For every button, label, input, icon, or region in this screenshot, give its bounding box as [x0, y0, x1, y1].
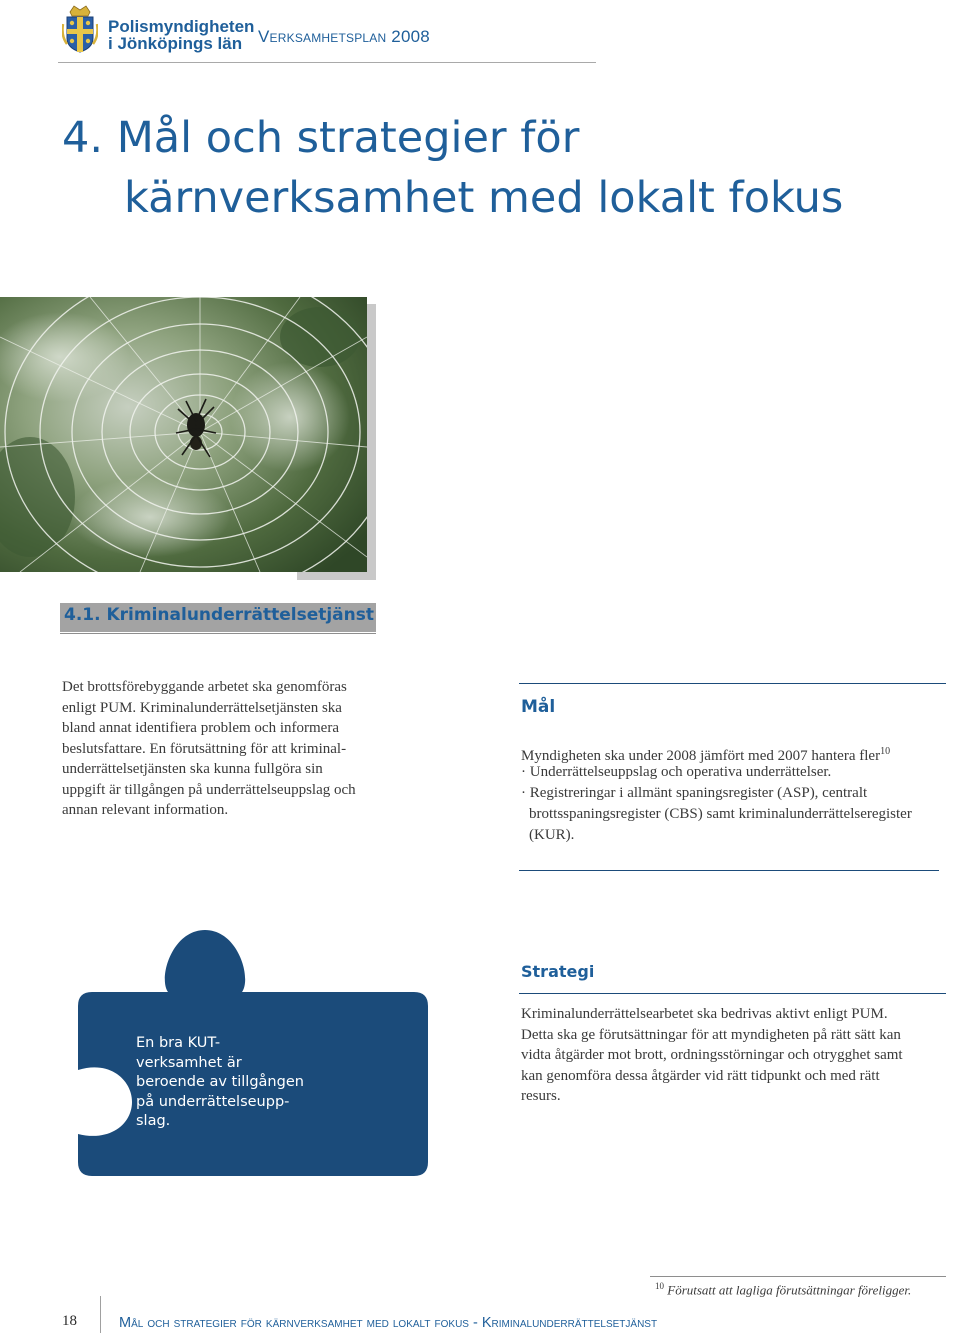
intro-line: Det brottsförebyggande arbetet ska genomföras	[62, 679, 347, 695]
puzzle-text-line: En bra KUT-	[136, 1035, 221, 1051]
intro-paragraph	[62, 677, 382, 821]
footnote-number: 10	[655, 1281, 664, 1291]
agency-line-1: Polismyndigheten	[108, 17, 255, 36]
section-heading: 4.1. Kriminalunderrättelsetjänst	[64, 605, 374, 625]
mal-top-rule	[519, 683, 946, 684]
page-title-line-2: kärnverksamhet med lokalt fokus	[124, 173, 844, 223]
puzzle-text-line: verksamhet är	[136, 1054, 242, 1071]
plan-title: Verksamhetsplan 2008	[258, 27, 430, 46]
mal-bottom-rule	[519, 870, 939, 871]
puzzle-text	[136, 1034, 316, 1132]
page-title-line-1: 4. Mål och strategier för	[62, 113, 580, 163]
strategi-line: vidta åtgärder mot brott, ordningsstörningar och otrygghet samt	[521, 1047, 903, 1063]
header-divider	[58, 62, 596, 63]
strategi-heading: Strategi	[521, 962, 595, 981]
intro-line: underrättelsetjänsten ska kunna fullgöra sin	[62, 761, 323, 777]
section-divider	[60, 633, 376, 634]
strategi-paragraph	[521, 1004, 941, 1107]
intro-line: enligt PUM. Kriminalunderrättelsetjänsten ska	[62, 699, 342, 716]
intro-line: uppgift är tillgången på underrättelseuppslag och	[62, 781, 356, 798]
footnote	[655, 1281, 911, 1298]
footnote-text: Förutsatt att lagliga förutsättningar föreligger.	[667, 1282, 912, 1298]
mal-lead-text: Myndigheten ska under 2008 jämfört med 2007 hantera fler	[521, 748, 881, 764]
strategi-line: kan genomföra dessa åtgärder vid rätt tidpunkt och med rätt	[521, 1067, 880, 1084]
puzzle-text-line: slag.	[136, 1113, 171, 1129]
agency-line-2: i Jönköpings län	[108, 34, 243, 53]
puzzle-text-line: på underrättelseupp-	[136, 1093, 290, 1110]
mal-list	[521, 762, 951, 846]
puzzle-text-line: beroende av tillgången	[136, 1074, 304, 1090]
strategi-rule	[519, 993, 946, 994]
mal-heading: Mål	[521, 697, 556, 717]
strategi-line: Kriminalunderrättelsearbetet ska bedrivas aktivt enligt PUM.	[521, 1006, 888, 1022]
intro-line: beslutsfattare. En förutsättning för att kriminal-	[62, 740, 347, 757]
footnote-rule	[650, 1276, 946, 1277]
strategi-line: Detta ska ge förutsättningar för att myndigheten på rätt sätt kan	[521, 1026, 901, 1043]
police-coat-of-arms-icon	[62, 4, 98, 54]
intro-line: bland annat identifiera problem och informera	[62, 720, 339, 736]
agency-name	[108, 18, 254, 52]
footnote-ref: 10	[880, 746, 891, 757]
mal-list-item: · Registreringar i allmänt spaningsregister (ASP), centralt brottsspaningsregister (CBS) samt kriminalunderrättelseregister (KUR).	[521, 785, 912, 843]
running-footer-title: Mål och strategier för kärnverksamhet med lokalt fokus - Kriminalunderrättelsetjänst	[119, 1315, 658, 1331]
page-title	[62, 108, 952, 228]
strategi-line: resurs.	[521, 1088, 561, 1104]
footer-separator	[100, 1296, 101, 1333]
intro-line: annan relevant information.	[62, 802, 229, 818]
spider-web-photo	[0, 297, 367, 572]
page-number: 18	[62, 1313, 77, 1329]
mal-list-item: · Underrättelseuppslag och operativa underrättelser.	[521, 764, 832, 780]
